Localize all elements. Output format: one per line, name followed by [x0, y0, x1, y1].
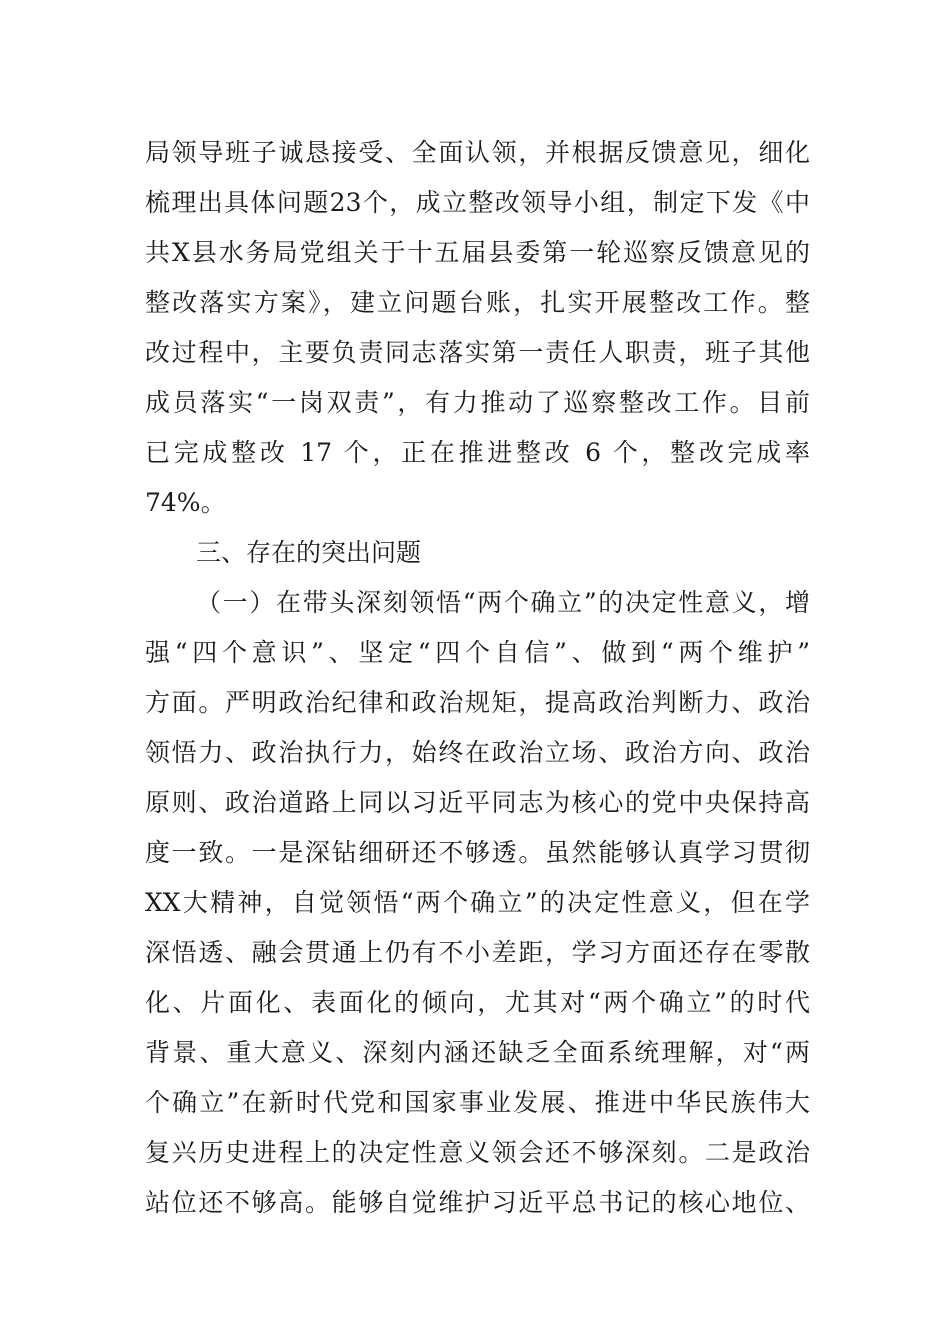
text-line: （一）在带头深刻领悟“两个确立”的决定性意义，增 — [196, 588, 810, 617]
text-line: XX大精神，自觉领悟“两个确立”的决定性意义，但在学 — [145, 888, 810, 917]
text-line: 背景、重大意义、深刻内涵还缺乏全面系统理解，对“两 — [145, 1038, 810, 1067]
text-line: 局领导班子诚恳接受、全面认领，并根据反馈意见，细化 — [145, 138, 810, 167]
text-line: 站位还不够高。能够自觉维护习近平总书记的核心地位、 — [145, 1188, 810, 1217]
text-line: 梳理出具体问题23个，成立整改领导小组，制定下发《中 — [145, 188, 810, 217]
text-line: 复兴历史进程上的决定性意义领会还不够深刻。二是政治 — [145, 1138, 810, 1167]
text-line: 整改落实方案》，建立问题台账，扎实开展整改工作。整 — [145, 288, 810, 317]
text-line: 改过程中，主要负责同志落实第一责任人职责，班子其他 — [145, 338, 810, 367]
text-line: 共X县水务局党组关于十五届县委第一轮巡察反馈意见的 — [145, 238, 810, 267]
text-line: 强“四个意识”、坚定“四个自信”、做到“两个维护” — [145, 638, 810, 667]
text-line: 化、片面化、表面化的倾向，尤其对“两个确立”的时代 — [145, 988, 810, 1017]
section-heading: 三、存在的突出问题 — [196, 538, 422, 567]
text-line: 深悟透、融会贯通上仍有不小差距，学习方面还存在零散 — [145, 938, 810, 967]
text-line: 度一致。一是深钻细研还不够透。虽然能够认真学习贯彻 — [145, 838, 810, 867]
text-line: 领悟力、政治执行力，始终在政治立场、政治方向、政治 — [145, 738, 810, 767]
text-line: 已完成整改 17 个，正在推进整改 6 个，整改完成率 — [145, 438, 810, 467]
text-line: 方面。严明政治纪律和政治规矩，提高政治判断力、政治 — [145, 688, 810, 717]
text-line: 原则、政治道路上同以习近平同志为核心的党中央保持高 — [145, 788, 810, 817]
text-line: 成员落实“一岗双责”，有力推动了巡察整改工作。目前 — [145, 388, 810, 417]
text-line: 个确立”在新时代党和国家事业发展、推进中华民族伟大 — [145, 1088, 810, 1117]
text-line: 74%。 — [145, 488, 226, 517]
